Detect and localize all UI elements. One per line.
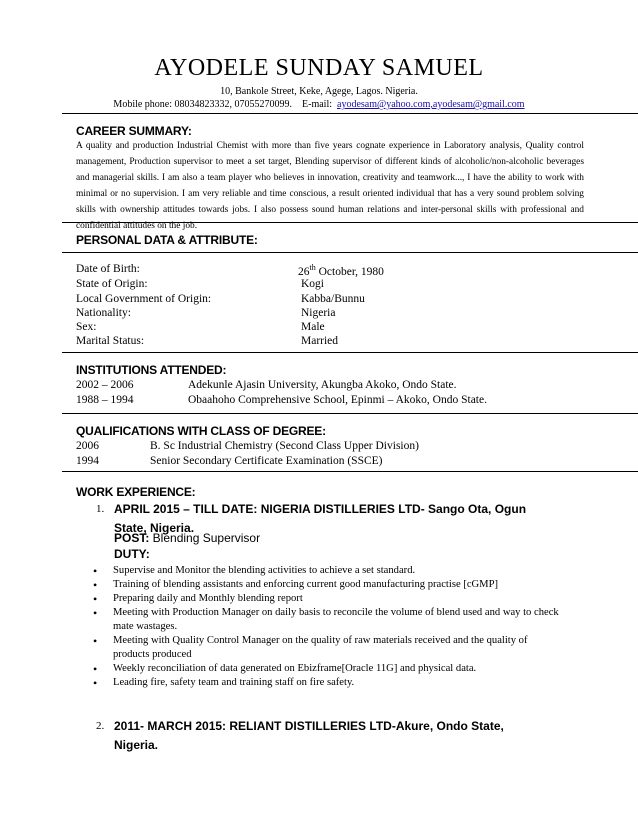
institution-years: 2002 – 2006 (76, 379, 134, 391)
career-summary-heading: CAREER SUMMARY: (76, 124, 192, 138)
list-item: • Weekly reconciliation of data generated on Ebizframe[Oracle 11G] and physical data. (93, 662, 563, 676)
personal-label: Nationality: (76, 307, 131, 319)
job-number: 2. (96, 720, 105, 732)
qualification-year: 1994 (76, 455, 99, 467)
job-title-line2: Nigeria. (114, 738, 159, 752)
personal-row (76, 321, 325, 333)
personal-label: Local Government of Origin: (76, 293, 212, 305)
qualification-row (76, 440, 419, 452)
divider (62, 471, 638, 472)
contact-line (0, 99, 638, 110)
job-title-line2: State, Nigeria. (114, 521, 195, 535)
career-summary-text: A quality and production Industrial Chemist with more than five years cognate experience in Laboratory analysis, Quality control management, Production supervisor to meet a set target, Blending supervisor of different kinds of alcoholic/non-alcoholic beverages and managerial skills. I am also a team player who believes in innovation, creativity and teamwork..., I have the ability to work with minimal or no supervision. I am very reliable and time conscious, a result oriented individual that has a very sound problem solving skills with ownership attitudes towards jobs. I also possess sound human relations and inter-personal skills with professional and confidential attitudes on the job. (76, 141, 584, 231)
duty-label: DUTY: (114, 547, 150, 561)
list-item: • Supervise and Monitor the blending activities to achieve a set standard. (93, 564, 563, 578)
personal-value: Married (301, 335, 339, 347)
personal-row (76, 335, 339, 347)
divider (62, 352, 638, 353)
institution-name: Adekunle Ajasin University, Akungba Akoko, Ondo State. (188, 379, 457, 391)
personal-row (76, 278, 324, 290)
personal-data-heading: PERSONAL DATA & ATTRIBUTE: (76, 233, 258, 247)
job-number: 1. (96, 503, 105, 515)
personal-value: Male (301, 321, 325, 333)
personal-row (76, 307, 336, 319)
list-item: • Meeting with Production Manager on daily basis to reconcile the volume of blend used and way to check mate wastages. (93, 606, 563, 634)
applicant-name: AYODELE SUNDAY SAMUEL (154, 55, 484, 81)
divider (62, 222, 638, 223)
personal-value: Kabba/Bunnu (301, 293, 365, 305)
divider (62, 413, 638, 414)
email-label: E-mail: (302, 99, 333, 110)
job-title-line1: APRIL 2015 – TILL DATE: NIGERIA DISTILLERIES LTD- Sango Ota, Ogun (114, 502, 527, 516)
institution-row (76, 379, 457, 391)
post-label: POST: (114, 531, 150, 545)
qualification-name: B. Sc Industrial Chemistry (Second Class Upper Division) (150, 440, 419, 452)
duty-list (93, 564, 563, 690)
personal-label: Marital Status: (76, 335, 145, 347)
list-item: • Training of blending assistants and enforcing current good manufacturing practise [cGMP] (93, 578, 563, 592)
personal-value: Kogi (301, 278, 324, 290)
personal-label: State of Origin: (76, 278, 148, 290)
list-item: • Meeting with Quality Control Manager on the quality of raw materials received and the quality of products produced (93, 634, 563, 662)
institution-name: Obaahoho Comprehensive School, Epinmi – Akoko, Ondo State. (188, 394, 487, 406)
job-1-duty-label (114, 547, 150, 561)
divider (62, 252, 638, 253)
job-title-line1: 2011- MARCH 2015: RELIANT DISTILLERIES LTD-Akure, Ondo State, (114, 719, 504, 733)
qualifications-heading: QUALIFICATIONS WITH CLASS OF DEGREE: (76, 424, 326, 438)
personal-row (76, 263, 384, 278)
personal-row (76, 293, 365, 305)
qualification-year: 2006 (76, 440, 99, 452)
address: 10, Bankole Street, Keke, Agege, Lagos. Nigeria. (220, 86, 418, 97)
work-experience-heading: WORK EXPERIENCE: (76, 485, 196, 499)
job-1-post (114, 531, 260, 545)
list-item: • Leading fire, safety team and training staff on fire safety. (93, 676, 563, 690)
qualification-row (76, 455, 383, 467)
personal-label: Sex: (76, 321, 97, 333)
qualification-name: Senior Secondary Certificate Examination (SSCE) (150, 455, 383, 467)
personal-value: Nigeria (301, 307, 336, 319)
post-value: Blending Supervisor (149, 531, 261, 545)
institutions-heading: INSTITUTIONS ATTENDED: (76, 363, 227, 377)
email-link[interactable]: ayodesam@yahoo.com,ayodesam@gmail.com (337, 99, 525, 110)
personal-label: Date of Birth: (76, 263, 140, 275)
institution-years: 1988 – 1994 (76, 394, 134, 406)
divider (62, 113, 638, 114)
personal-value: 26th October, 1980 (298, 263, 384, 278)
list-item: • Preparing daily and Monthly blending report (93, 592, 563, 606)
mobile-phone: Mobile phone: 08034823332, 07055270099. (113, 99, 293, 110)
institution-row (76, 394, 487, 406)
